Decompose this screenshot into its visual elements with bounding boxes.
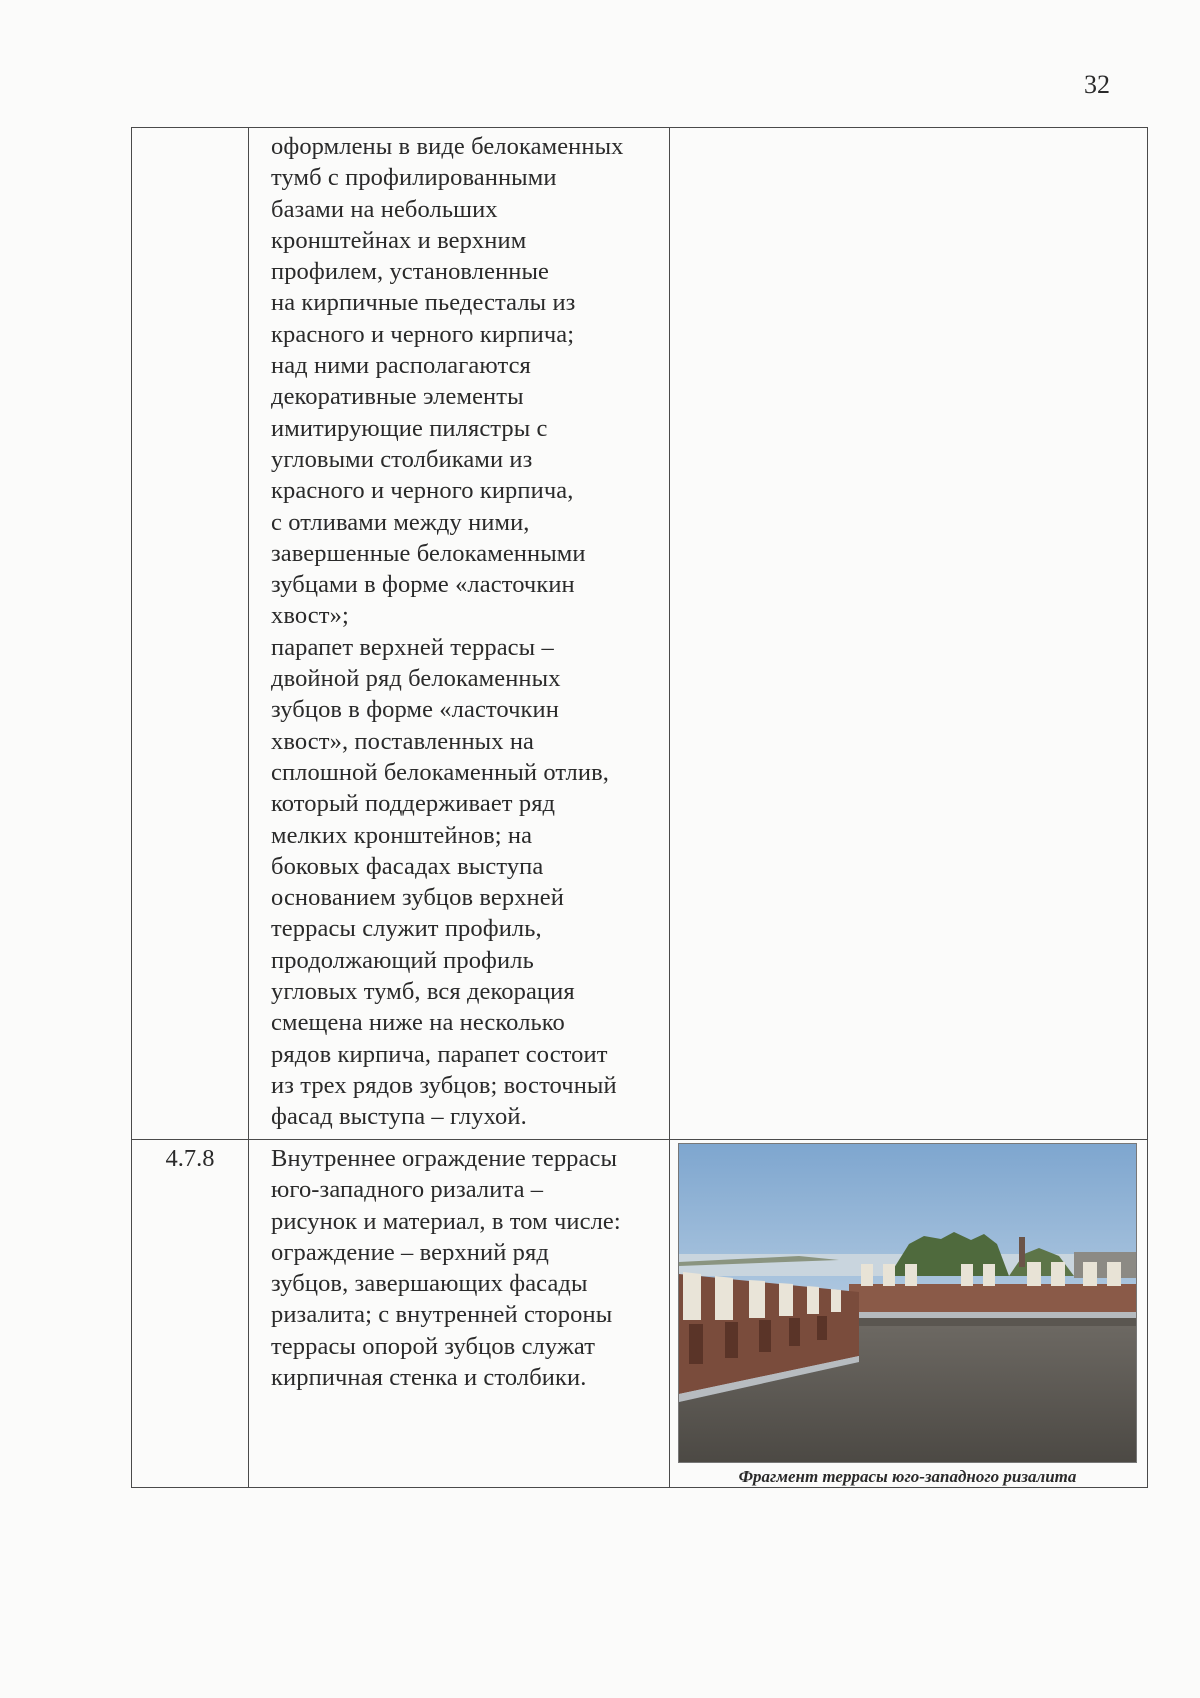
page-number: 32 xyxy=(1084,70,1110,99)
row-number xyxy=(132,128,248,131)
description-text: Внутреннее ограждение террасы юго-западного ризалита – рисунок и материал, в том числе: ограждение – верхний ряд зубцов, завершающих фасады ризалита; с внутренней стороны террасы опорой зубцов служат кирпичная стенка и столбики. xyxy=(271,1145,621,1392)
description-cell xyxy=(249,128,670,1140)
photo-caption: Фрагмент террасы юго-западного ризалита xyxy=(738,1467,1077,1486)
description-cell xyxy=(249,1140,670,1488)
row-number-cell xyxy=(132,1140,249,1488)
table-row xyxy=(132,128,1148,1140)
terrace-photo xyxy=(678,1143,1137,1463)
photo-cell xyxy=(670,1140,1148,1488)
description-text: оформлены в виде белокаменных тумб с профилированными базами на небольших кронштейнах и верхним профилем, установленные на кирпичные пьедесталы из красного и черного кирпича; над ними располагаются декоративные элементы имитирующие пилястры с угловыми столбиками из красного и черного кирпича, с отливами между ними, завершенные белокаменными зубцами в форме «ласточкин хвост»; парапет верхней террасы – двойной ряд белокаменных зубцов в форме «ласточкин хвост», поставленных на сплошной белокаменный отлив, который поддерживает ряд мелких кронштейнов; на боковых фасадах выступа основанием зубцов верхней террасы служит профиль, продолжающий профиль угловых тумб, вся декорация смещена ниже на несколько рядов кирпича, парапет состоит из трех рядов зубцов; восточный фасад выступа – глухой. xyxy=(271,133,624,1131)
terrace-photo-illustration xyxy=(679,1144,1136,1462)
table-row xyxy=(132,1140,1148,1488)
row-number-cell xyxy=(132,128,249,1140)
photo-cell-empty xyxy=(670,128,1148,1140)
row-number: 4.7.8 xyxy=(165,1145,215,1172)
object-description-table xyxy=(131,127,1148,1488)
